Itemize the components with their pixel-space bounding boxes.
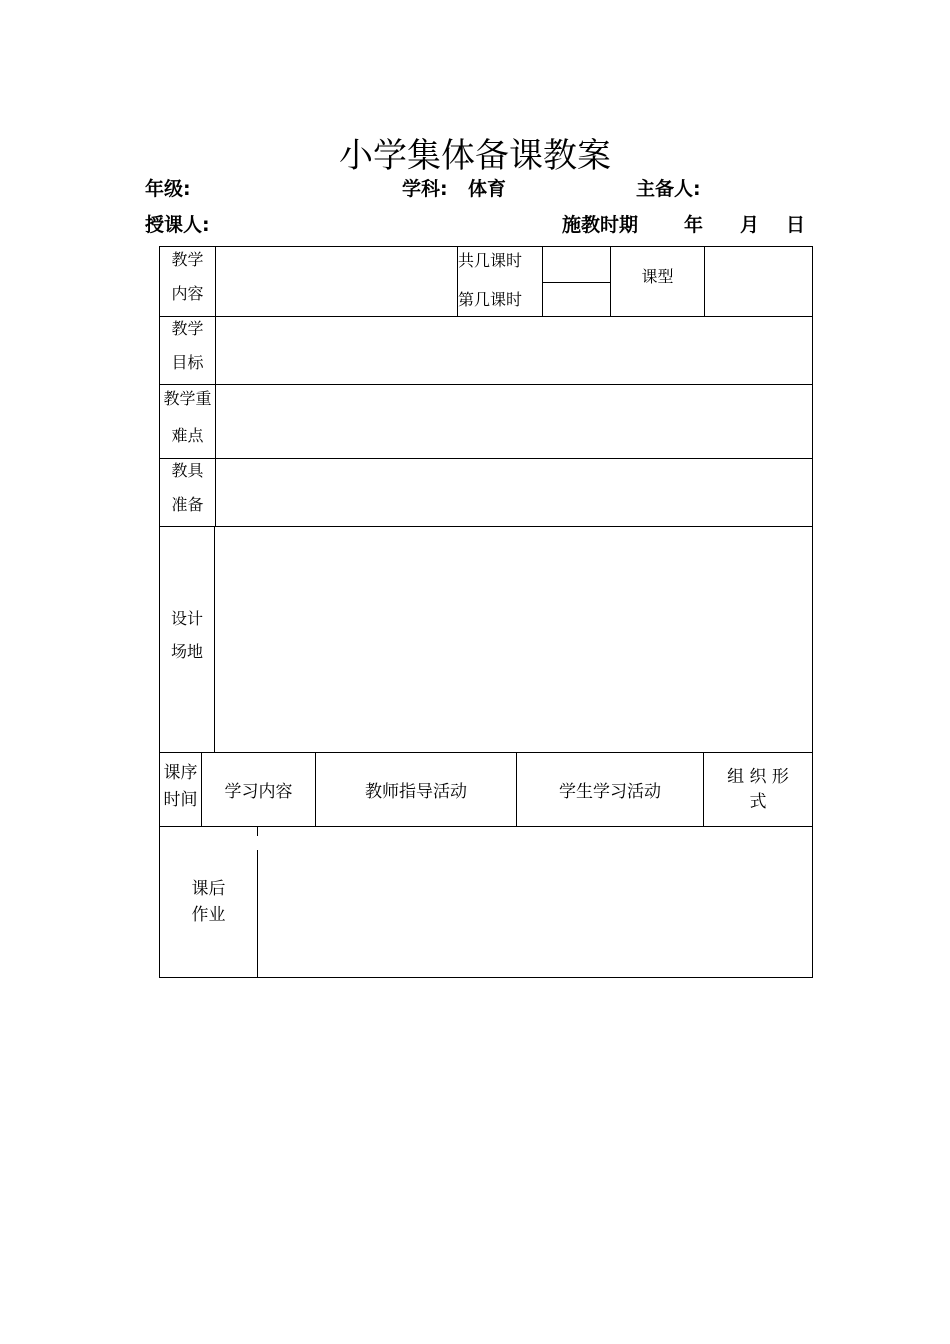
tools-label-1: 教具 <box>171 461 204 480</box>
grid-line <box>159 458 813 459</box>
month-label: 月 <box>740 214 760 236</box>
homework-label-2: 作业 <box>191 905 226 925</box>
grid-line <box>214 526 215 753</box>
lesson-type-label: 课型 <box>641 267 674 286</box>
venue-label-2: 场地 <box>170 642 203 661</box>
date-label: 施教时期 <box>562 214 639 236</box>
grid-line <box>159 526 813 527</box>
grid-line <box>542 282 611 283</box>
table-border-right <box>812 246 813 978</box>
grid-line <box>704 246 705 317</box>
organization-label-2: 式 <box>749 792 767 812</box>
grid-line <box>159 384 813 385</box>
grid-line <box>542 246 543 317</box>
content-label-1: 教学 <box>171 250 204 269</box>
subject-label: 学科: <box>402 178 448 200</box>
sequence-label-2: 时间 <box>163 790 198 810</box>
sequence-label-1: 课序 <box>163 763 198 783</box>
content-label-2: 内容 <box>171 284 204 303</box>
grid-line <box>257 850 258 978</box>
day-label: 日 <box>786 214 806 236</box>
total-periods-label: 共几课时 <box>458 251 523 270</box>
year-label: 年 <box>684 214 704 236</box>
homework-label-1: 课后 <box>191 879 226 899</box>
student-activity-header: 学生学习活动 <box>559 782 661 802</box>
grid-line <box>215 246 216 527</box>
venue-label-1: 设计 <box>170 609 203 628</box>
keypoints-label-2: 难点 <box>171 426 204 445</box>
subject-value: 体育 <box>468 178 507 200</box>
goals-label-1: 教学 <box>171 319 204 338</box>
organization-label-1: 组 织 形 <box>727 767 789 787</box>
teacher-activity-header: 教师指导活动 <box>365 782 467 802</box>
teacher-label: 授课人: <box>145 214 210 236</box>
goals-label-2: 目标 <box>171 353 204 372</box>
grade-label: 年级: <box>145 178 191 200</box>
period-number-label: 第几课时 <box>458 290 523 309</box>
grid-line <box>257 826 258 836</box>
page-title: 小学集体备课教案 <box>339 136 611 176</box>
keypoints-label-1: 教学重 <box>163 389 212 408</box>
learning-content-header: 学习内容 <box>224 782 293 802</box>
preparer-label: 主备人: <box>636 178 701 200</box>
tools-label-2: 准备 <box>171 495 204 514</box>
